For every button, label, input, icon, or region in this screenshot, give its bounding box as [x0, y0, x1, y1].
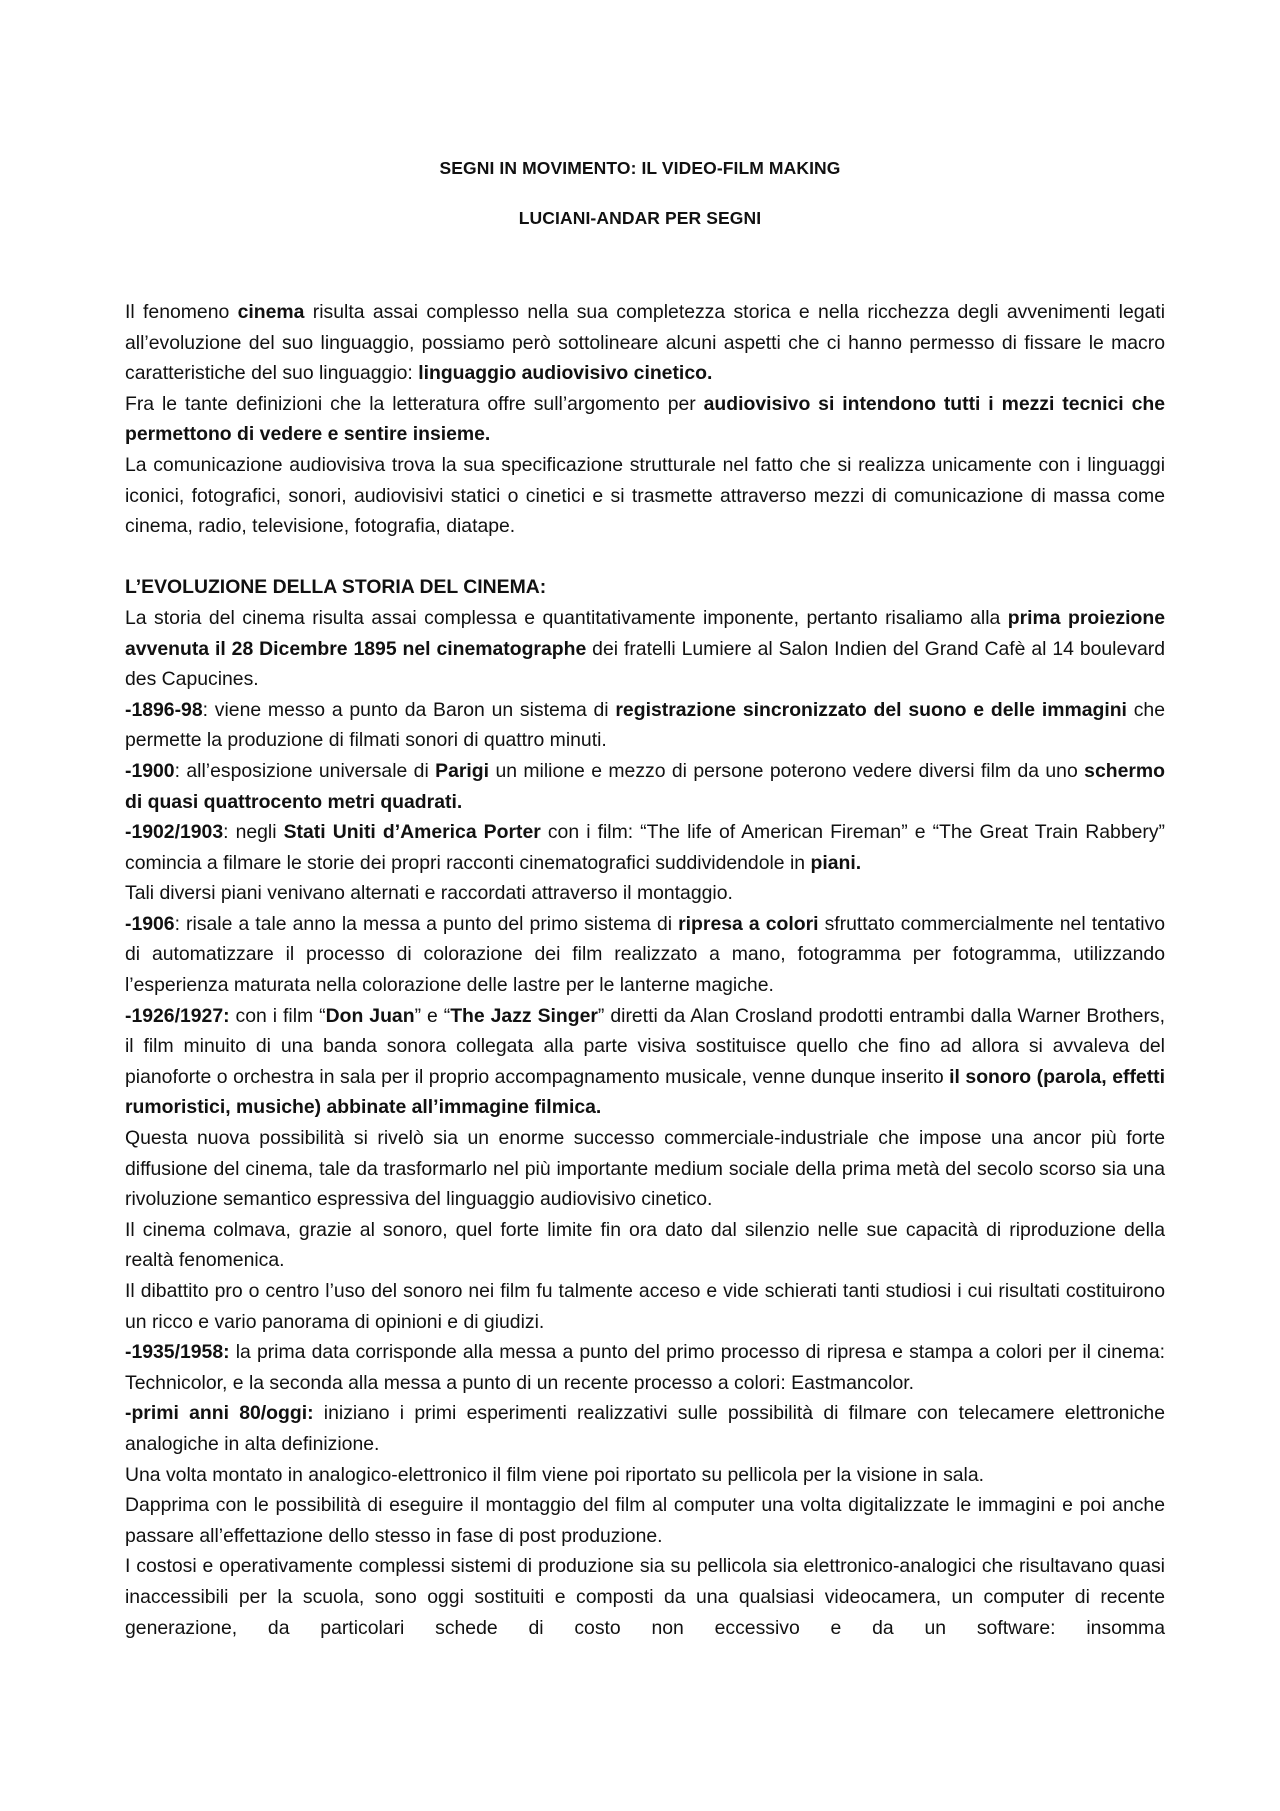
history-entry-1935: -1935/1958: la prima data corrisponde alla messa a punto del primo processo di ripresa e stampa a colori per il cinema: Technicolor, e la seconda alla messa a punto di un recente processo a colori: Eastmancolor. [125, 1341, 1165, 1394]
history-entry-1900: -1900: all’esposizione universale di Parigi un milione e mezzo di persone poterono vedere diversi film da uno schermo di quasi quattrocento metri quadrati. [125, 759, 1165, 813]
intro-paragraph-1: Il fenomeno cinema risulta assai complesso nella sua completezza storica e nella ricchezza degli avvenimenti legati all’evoluzione del suo linguaggio, possiamo però sottolineare alcuni aspetti che ci hanno permesso di fissare le macro caratteristiche del suo linguaggio: linguaggio audiovisivo cinetico. [125, 301, 1166, 385]
history-paragraph-computer: Dapprima con le possibilità di eseguire il montaggio del film al computer una volta digitalizzate le immagini e poi anche passare all’effettazione dello stesso in fase di post produzione. [125, 1494, 1165, 1547]
history-entry-1902: -1902/1903: negli Stati Uniti d’America Porter con i film: “The life of American Fireman” e “The Great Train Rabbery” comincia a filmare le storie dei propri racconti cinematografici suddividendole in piani. [125, 821, 1165, 874]
history-paragraph-costosi: I costosi e operativamente complessi sistemi di produzione sia su pellicola sia elettronico-analogici che risultavano quasi inaccessibili per la scuola, sono oggi sostituiti e composti da una qualsiasi videocamera, un computer di recente generazione, da particolari schede di costo non eccessivo e da un software: insomma [125, 1555, 1165, 1639]
history-entry-1896: -1896-98: viene messo a punto da Baron un sistema di registrazione sincronizzato del suono e delle immagini che permette la produzione di filmati sonori di quattro minuti. [125, 698, 1165, 752]
history-paragraph-pellicola: Una volta montato in analogico-elettronico il film viene poi riportato su pellicola per la visione in sala. [125, 1463, 985, 1486]
history-paragraph-1: La storia del cinema risulta assai complessa e quantitativamente imponente, pertanto risaliamo alla prima proiezione avvenuta il 28 Dicembre 1895 nel cinematographe dei fratelli Lumiere al Salon Indien del Grand Cafè al 14 boulevard des Capucines. [125, 606, 1165, 691]
history-entry-1906: -1906: risale a tale anno la messa a punto del primo sistema di ripresa a colori sfruttato commercialmente nel tentativo di automatizzare il processo di colorazione dei film realizzato a mano, fotogramma per fotogramma, utilizzando l’esperienza maturata nella colorazione delle lastre per le lanterne magiche. [125, 912, 1166, 997]
intro-paragraph-2: Fra le tante definizioni che la letteratura offre sull’argomento per audiovisivo si intendono tutti i mezzi tecnici che permettono di vedere e sentire insieme. [125, 392, 1165, 446]
history-paragraph-successo: Questa nuova possibilità si rivelò sia un enorme successo commerciale-industriale che impose una ancor più forte diffusione del cinema, tale da trasformarlo nel più importante medium sociale della prima metà del secolo scorso sia una rivoluzione semantico espressiva del linguaggio audiovisivo cinetico. [125, 1127, 1165, 1211]
section-spacer [125, 542, 1165, 573]
intro-paragraph-3: La comunicazione audiovisiva trova la sua specificazione strutturale nel fatto che si realizza unicamente con i linguaggi iconici, fotografici, sonori, audiovisivi statici o cinetici e si trasmette attraverso mezzi di comunicazione di massa come cinema, radio, televisione, fotografia, diatape. [125, 453, 1165, 538]
document-body [125, 297, 1165, 1643]
history-entry-anni-80: -primi anni 80/oggi: iniziano i primi esperimenti realizzativi sulle possibilità di filmare con telecamere elettroniche analogiche in alta definizione. [125, 1402, 1165, 1455]
document-title: SEGNI IN MOVIMENTO: IL VIDEO-FILM MAKING [439, 158, 841, 178]
document-subtitle: LUCIANI-ANDAR PER SEGNI [518, 208, 762, 228]
history-paragraph-sonoro: Il cinema colmava, grazie al sonoro, quel forte limite fin ora dato dal silenzio nelle sue capacità di riproduzione della realtà fenomenica. [125, 1218, 1165, 1272]
history-entry-1926: -1926/1927: con i film “Don Juan” e “The Jazz Singer” diretti da Alan Crosland prodotti entrambi dalla Warner Brothers, il film minuito di una banda sonora collegata alla parte visiva sostituisce quello che fino ad allora si avvaleva del pianoforte o orchestra in sala per il proprio accompagnamento musicale, venne dunque inserito il sonoro (parola, effetti rumoristici, musiche) abbinate all’immagine filmica. [125, 1004, 1166, 1119]
history-paragraph-dibattito: Il dibattito pro o centro l’uso del sonoro nei film fu talmente acceso e vide schierati tanti studiosi i cui risultati costituirono un ricco e vario panorama di opinioni e di giudizi. [125, 1280, 1165, 1333]
section-heading: L’EVOLUZIONE DELLA STORIA DEL CINEMA: [125, 576, 547, 599]
history-paragraph-montaggio: Tali diversi piani venivano alternati e raccordati attraverso il montaggio. [125, 882, 733, 905]
